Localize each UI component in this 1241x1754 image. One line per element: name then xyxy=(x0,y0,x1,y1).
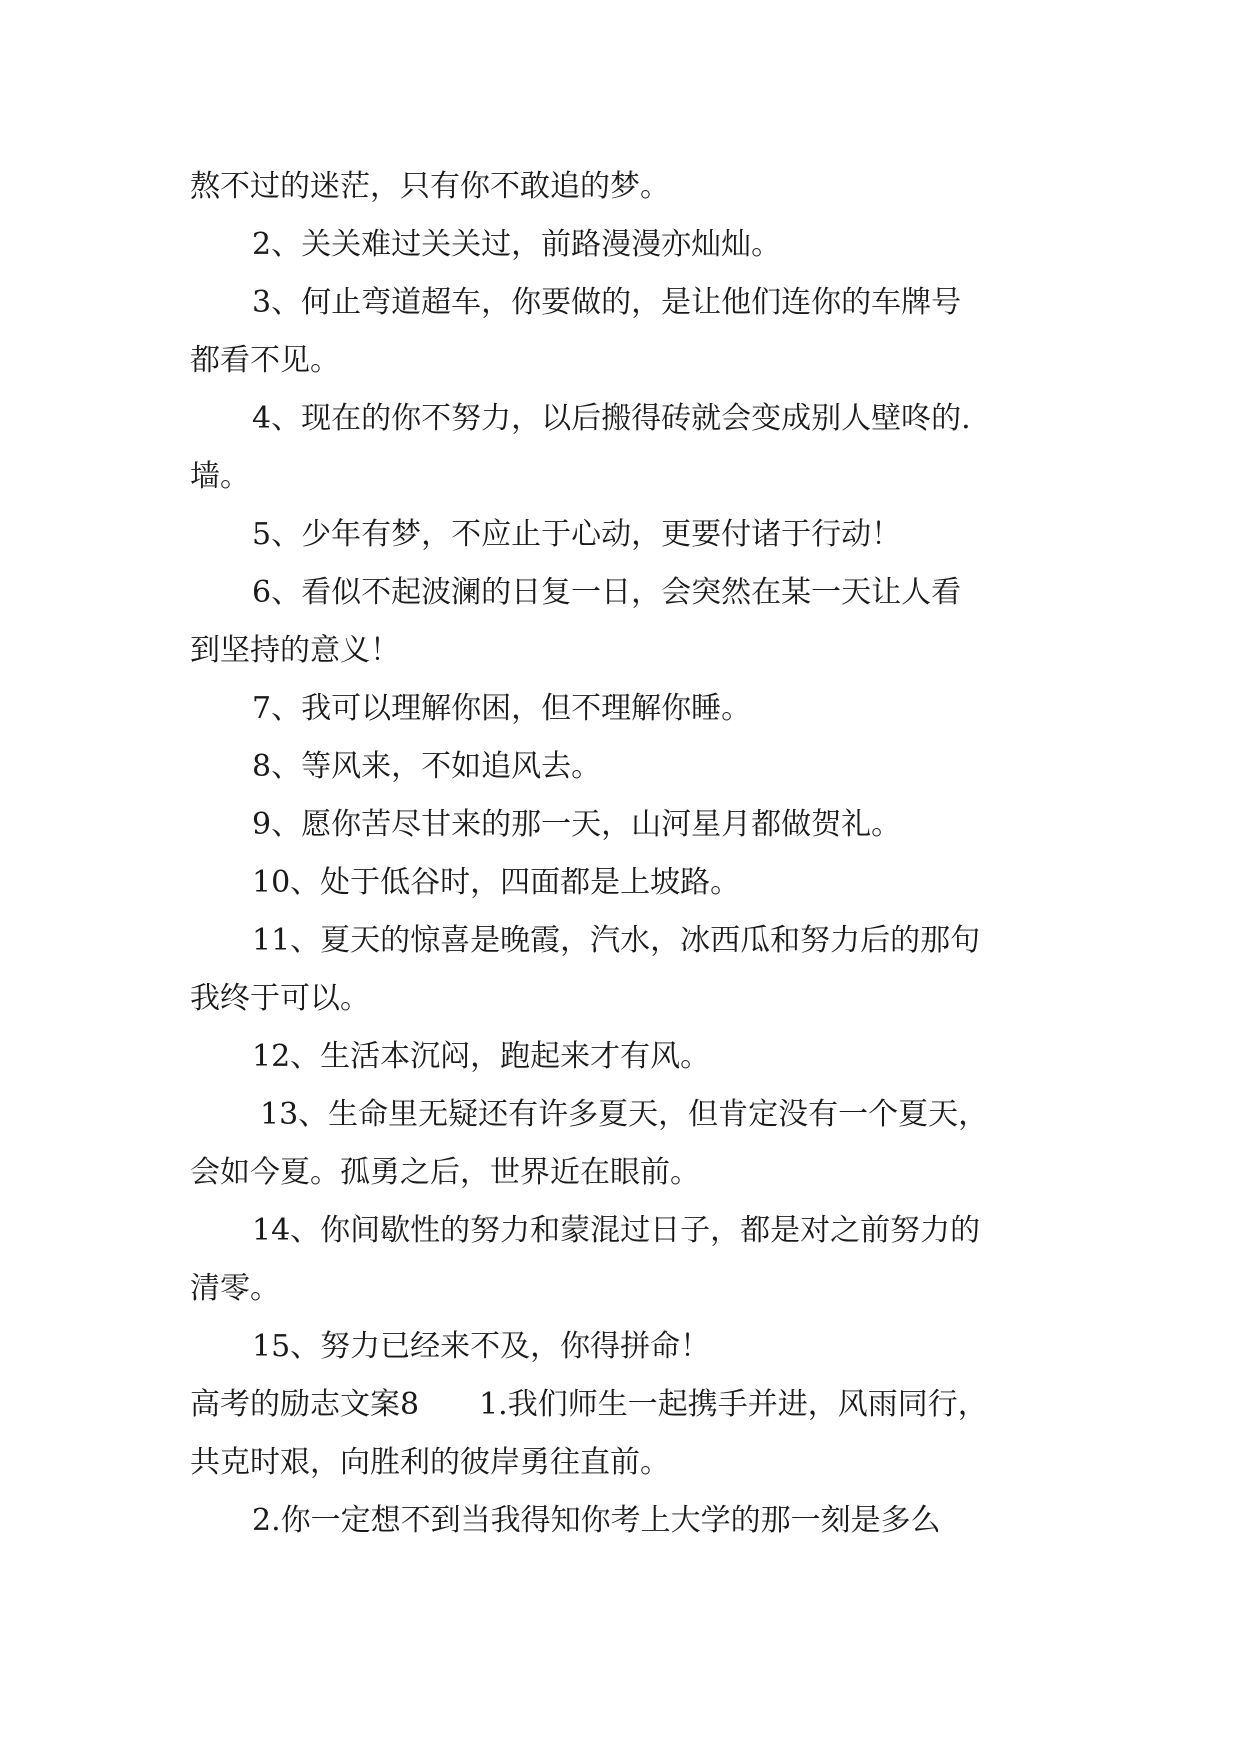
section-item-2: 2.你一定想不到当我得知你考上大学的那一刻是多么 xyxy=(252,1503,941,1538)
list-item-3: 3、何止弯道超车，你要做的，是让他们连你的车牌号 xyxy=(252,285,962,320)
text-line: 清零。 xyxy=(190,1271,280,1306)
text-line: 都看不见。 xyxy=(190,343,340,378)
list-item-11: 11、夏天的惊喜是晚霞，汽水，冰西瓜和努力后的那句 xyxy=(252,923,981,958)
list-item-12: 12、生活本沉闷，跑起来才有风。 xyxy=(252,1039,711,1074)
section-title: 高考的励志文案8 xyxy=(190,1387,420,1422)
document-body xyxy=(190,158,1070,1550)
section-heading-line xyxy=(190,1376,1070,1434)
section-item-1: 1.我们师生一起携手并进，风雨同行， xyxy=(479,1387,988,1422)
list-item-13: 13、生命里无疑还有许多夏天，但肯定没有一个夏天， xyxy=(260,1097,989,1132)
list-item-8: 8、等风来，不如追风去。 xyxy=(252,749,602,784)
list-item-14: 14、你间歇性的努力和蒙混过日子，都是对之前努力的 xyxy=(252,1213,981,1248)
list-item-9: 9、愿你苦尽甘来的那一天，山河星月都做贺礼。 xyxy=(252,807,902,842)
text-line: 墙。 xyxy=(190,459,250,494)
list-item-15: 15、努力已经来不及，你得拼命！ xyxy=(252,1329,711,1364)
list-item-5: 5、少年有梦，不应止于心动，更要付诸于行动！ xyxy=(252,517,902,552)
list-item-6: 6、看似不起波澜的日复一日，会突然在某一天让人看 xyxy=(252,575,962,610)
text-line: 熬不过的迷茫，只有你不敢追的梦。 xyxy=(190,169,670,204)
text-line: 到坚持的意义！ xyxy=(190,633,400,668)
list-item-10: 10、处于低谷时，四面都是上坡路。 xyxy=(252,865,741,900)
list-item-4: 4、现在的你不努力，以后搬得砖就会变成别人壁咚的. xyxy=(252,401,971,436)
text-line: 会如今夏。孤勇之后，世界近在眼前。 xyxy=(190,1155,700,1190)
text-line: 共克时艰，向胜利的彼岸勇往直前。 xyxy=(190,1445,670,1480)
text-line: 我终于可以。 xyxy=(190,981,370,1016)
list-item-7: 7、我可以理解你困，但不理解你睡。 xyxy=(252,691,752,726)
list-item-2: 2、关关难过关关过，前路漫漫亦灿灿。 xyxy=(252,227,782,262)
